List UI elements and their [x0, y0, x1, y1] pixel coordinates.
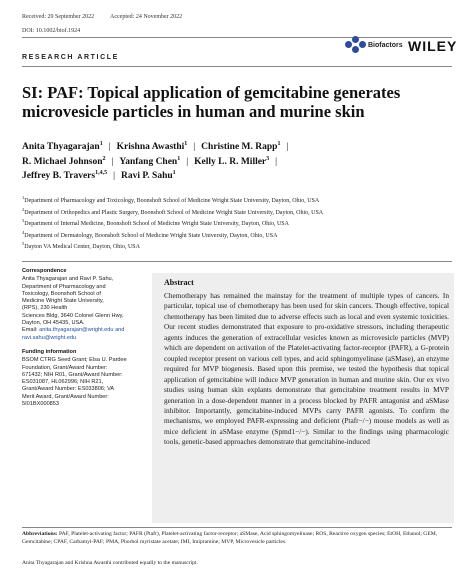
funding-line: Merit Award, Grant/Award Number:	[22, 393, 109, 400]
footnote-rule	[22, 527, 452, 528]
biofactors-logo-icon	[345, 36, 367, 54]
correspondence-line: Dayton, OH 45435, USA.	[22, 320, 85, 327]
correspondence-line: Sciences Bldg, 3640 Colonel Glenn Hwy,	[22, 312, 124, 319]
author-name[interactable]: Kelly L. R. Miller$^3$	[194, 155, 270, 167]
publisher-logo: WILEY	[408, 38, 458, 54]
author-name[interactable]: Yanfang Chen$^1$	[119, 155, 181, 167]
funding-line: Foundation, Grant/Award Number:	[22, 364, 108, 371]
abstract-text: Chemotherapy has remained the mainstay for the treatment of multiple types of cancers. In particular, topical use of chemotherapy has been used for skin cancers. Though effective, topical chemotherapy has been limited due to adverse effects such as local and even systemic toxicities. Our recent studies demonstrated that exposure to pro-oxidative stressors, including therapeutic agents induces the generation of extracellular vesicles known as microvesicle particles (MVP) which are dependent on activation of the Platelet-activating factor-receptor (PAFR), a G-protein coupled receptor present on various cell types, and acid sphingomyelinase (aSMase), an enzyme required for MVP biogenesis. Based upon this premise, we tested the hypothesis that topical application of gemcitabine will induce MVP generation in human and murine skin. Our ex vivo studies using human skin explants demonstrate that gemcitabine treatment results in MVP generation in a dose-dependent manner in a process blocked by PAFR antagonist and aSMase inhibitor. Importantly, gemcitabine-induced MVPs carry PAFR agonists. To confirm the mechanisms, we employed PAFR-expressing and deficient (Ptafr−/−) mouse models as well as mice deficient in aSMase enzyme (Spmd1−/−). Similar to the findings using pharmacologic tools, genetic-based approaches demonstrate that gemcitabine-induced	[164, 291, 449, 447]
correspondence-line: Toxicology, Boonshoft School of	[22, 290, 101, 297]
funding-line: Grant/Award Number: ES033806; VA	[22, 386, 115, 393]
author-name[interactable]: Ravi P. Sahu$^1$	[120, 169, 176, 181]
email-link[interactable]: ravi.sahu@wright.edu	[22, 334, 77, 341]
abbreviations-text: PAF, Platelet-activating factor; PAFR (Ptafr), Platelet-activating factor-receptor; aSMase, Acid sphingomyelinase; ROS, Reactive oxygen species; EtOH, Ethanol; GEM, Gemcitabine; CPAF, Carbamyl-PAF; PMA, Phorbol myristate acetate; IMI, Imipramine; MVP, Microvesicle particles.	[22, 531, 438, 545]
affiliation-rule	[22, 261, 452, 262]
correspondence-line: (RPS), 230 Health	[22, 305, 68, 312]
correspondence-line: Anita Thyagarajan and Ravi P. Sahu,	[22, 276, 114, 283]
funding-line: ES031087, HL062996; NIH R21,	[22, 379, 104, 386]
funding-line: 5I01BX000853	[22, 401, 60, 408]
funding-line: 671432; NIH R01, Grant/Award Number:	[22, 371, 123, 378]
correspondence-heading: Correspondence	[22, 268, 67, 274]
author-name[interactable]: Jeffrey B. Travers$^{1,4,5}$	[22, 169, 108, 181]
author-name[interactable]: R. Michael Johnson$^2$	[22, 155, 106, 167]
author-name[interactable]: Krishna Awasthi$^1$	[116, 140, 188, 152]
funding-heading: Funding information	[22, 348, 77, 355]
accepted-date: Accepted: 24 November 2022	[110, 14, 183, 20]
paper-title: SI: PAF: Topical application of gemcitabine generates microvesicle particles in human and murine skin	[22, 83, 401, 121]
affiliation-item: $^5$Dayton VA Medical Center, Dayton, Ohio, USA	[22, 241, 140, 250]
article-type: RESEARCH ARTICLE	[22, 54, 119, 61]
abstract-heading: Abstract	[164, 278, 194, 287]
correspondence-block	[22, 268, 152, 342]
journal-name: Biofactors	[368, 42, 403, 49]
affiliation-item: $^3$Department of Internal Medicine, Boonshoft School of Medicine Wright State University, Dayton, Ohio, USA	[22, 218, 289, 227]
author-name[interactable]: Christine M. Rapp$^1$	[201, 140, 281, 152]
correspondence-line: Medicine Wright State University,	[22, 298, 104, 305]
funding-block	[22, 349, 152, 408]
correspondence-line: Department of Pharmacology and	[22, 283, 106, 290]
contribution-note: Anita Thyagarajan and Krishna Awasthi contributed equally to the manuscript.	[22, 560, 198, 566]
affiliation-item: $^4$Department of Dermatology, Boonshoft School of Medicine Wright State University, Dayton, Ohio, USA	[22, 229, 278, 239]
affiliation-item: $^1$Department of Pharmacology and Toxicology, Boonshoft School of Medicine Wright State University, Dayton, Ohio, USA	[22, 195, 320, 204]
affiliation-list	[22, 196, 462, 254]
author-list: Anita Thyagarajan$^1$ | Krishna Awasthi$^1$ | Christine M. Rapp$^1$ | R. Michael Johnson$^2$ | Yanfang Chen$^1$ | Kelly L. R. Miller$^3$ | Jeffrey B. Travers$^{1,4,5}$ | Ravi P. Sahu$^1$	[22, 140, 289, 181]
sidebar	[22, 268, 152, 415]
email-label: Email:	[22, 327, 38, 334]
author-name[interactable]: Anita Thyagarajan$^1$	[22, 140, 103, 152]
header-rule	[22, 37, 452, 38]
abbreviations	[22, 531, 462, 546]
email-link[interactable]: anita.thyagarajan@wright.edu and	[39, 327, 125, 334]
affiliation-item: $^2$Department of Orthopedics and Plastic Surgery, Boonshoft School of Medicine Wright State University, Dayton, Ohio, USA	[22, 206, 324, 216]
abbreviations-label: Abbreviations:	[22, 531, 58, 537]
article-type-rule	[22, 66, 452, 67]
received-date: Received: 29 September 2022	[22, 14, 95, 20]
doi[interactable]: DOI: 10.1002/biof.1924	[22, 28, 81, 34]
funding-line: BSOM CTRG Seed Grant; Elsa U. Pardee	[22, 357, 127, 364]
